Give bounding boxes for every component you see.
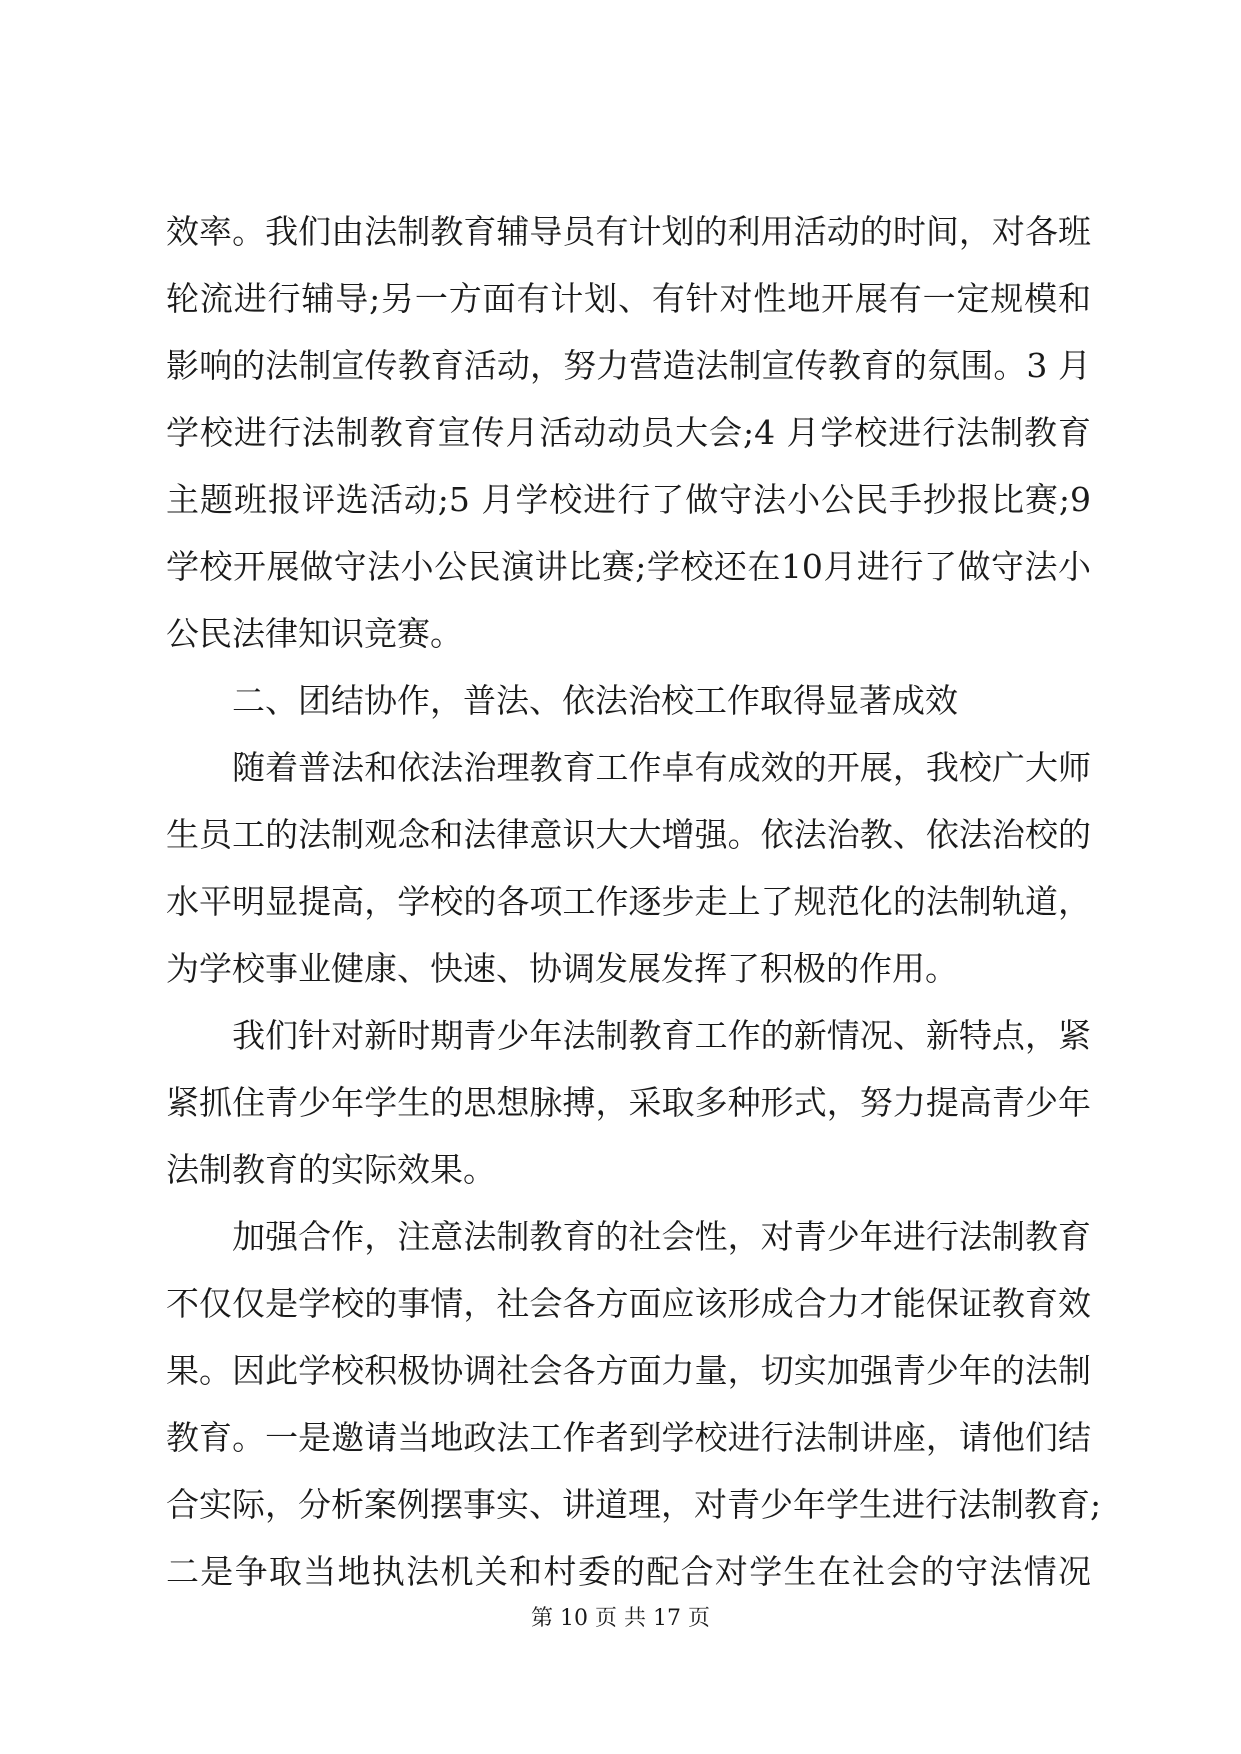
body-line-5: 主题班报评选活动;5 月学校进行了做守法小公民手抄报比赛;9 [166,480,1091,519]
body-line-17: 不仅仅是学校的事情，社会各方面应该形成合力才能保证教育效 [166,1284,1091,1323]
page-footer: 第 10 页 共 17 页 [531,1606,710,1631]
body-line-21: 二是争取当地执法机关和村委的配合对学生在社会的守法情况 [166,1552,1091,1591]
body-line-4: 学校进行法制教育宣传月活动动员大会;4 月学校进行法制教育 [166,413,1091,452]
body-line-2: 轮流进行辅导;另一方面有计划、有针对性地开展有一定规模和 [166,279,1091,318]
section-heading: 二、团结协作，普法、依法治校工作取得显著成效 [166,681,958,720]
body-line-3: 影响的法制宣传教育活动，努力营造法制宣传教育的氛围。3 月 [166,346,1091,385]
body-line-19: 教育。一是邀请当地政法工作者到学校进行法制讲座，请他们结 [166,1418,1091,1457]
body-line-1: 效率。我们由法制教育辅导员有计划的利用活动的时间，对各班 [166,212,1091,251]
body-line-11: 水平明显提高，学校的各项工作逐步走上了规范化的法制轨道， [166,882,1091,921]
body-line-7: 公民法律知识竞赛。 [166,614,463,653]
body-line-10: 生员工的法制观念和法律意识大大增强。依法治教、依法治校的 [166,815,1091,854]
body-line-12: 为学校事业健康、快速、协调发展发挥了积极的作用。 [166,949,958,988]
body-line-16: 加强合作，注意法制教育的社会性，对青少年进行法制教育 [166,1217,1091,1256]
body-line-13: 我们针对新时期青少年法制教育工作的新情况、新特点，紧 [166,1016,1091,1055]
body-line-9: 随着普法和依法治理教育工作卓有成效的开展，我校广大师 [166,748,1091,787]
body-line-15: 法制教育的实际效果。 [166,1150,496,1189]
body-line-18: 果。因此学校积极协调社会各方面力量，切实加强青少年的法制 [166,1351,1091,1390]
body-line-6: 学校开展做守法小公民演讲比赛;学校还在10月进行了做守法小 [166,547,1091,586]
body-line-20: 合实际，分析案例摆事实、讲道理，对青少年学生进行法制教育; [166,1485,1102,1524]
body-line-14: 紧抓住青少年学生的思想脉搏，采取多种形式，努力提高青少年 [166,1083,1091,1122]
